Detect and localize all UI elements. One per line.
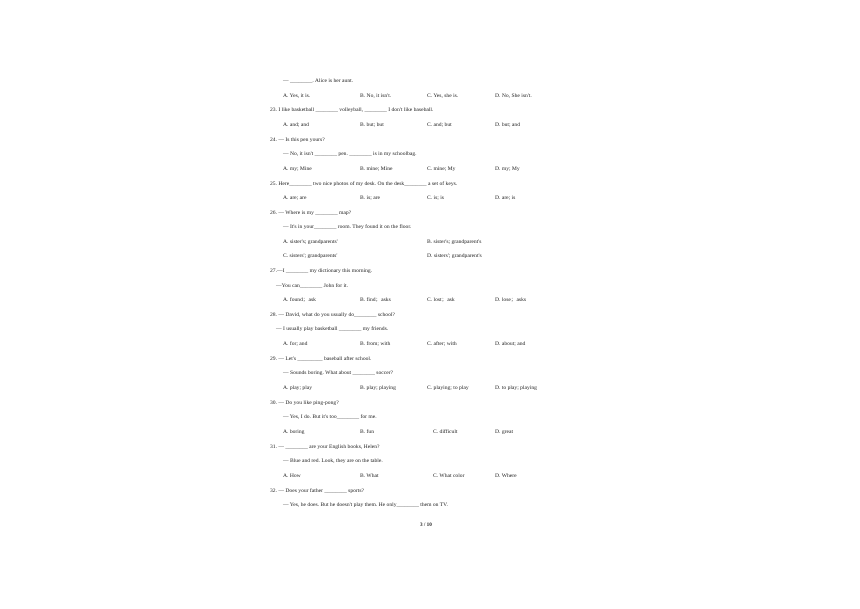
q24-option-a: A. my; Mine [283,166,312,172]
q31-option-c: C. What color [433,473,465,479]
q29-option-a: A. play; play [283,385,313,391]
question-32-stem: 32. — Does your father ________ sports? [270,488,364,494]
q25-option-a: A. are; are [283,195,307,201]
q30-option-c: C. difficult [433,429,458,435]
q25-option-b: B. is; are [360,195,381,201]
q25-option-c: C. is; is [427,195,444,201]
q31-option-d: D. Where [495,473,517,479]
q31-option-a: A. How [283,473,301,479]
q28-option-c: C. after; with [427,341,457,347]
q22-option-d: D. No, She isn't. [495,93,532,99]
q29-option-d: D. to play; playing [495,385,537,391]
q27-option-c: C. lost；ask [427,297,455,303]
q23-option-b: B. but; but [360,122,384,128]
q29-option-c: C. playing; to play [427,385,469,391]
question-31-reply: — Blue and red. Look, they are on the table. [283,458,383,464]
q25-option-d: D. are; is [495,195,516,201]
q23-option-d: D. but; and [495,122,521,128]
q30-option-d: D. great [495,429,514,435]
q26-option-a: A. sister's; grandparents' [283,239,338,245]
question-24-reply: — No, it isn't ________ pen. ________ is in my schoolbag. [283,151,417,157]
q22-option-b: B. No, it isn't. [360,93,392,99]
question-30-reply: — Yes, I do. But it's too________ for me. [283,414,377,420]
q30-option-b: B. fun [360,429,374,435]
question-27-stem: 27.—I ________ my dictionary this morning. [270,268,373,274]
q23-option-c: C. and; but [427,122,452,128]
page-number: 3 / 10 [420,522,432,528]
question-32-reply: — Yes, he does. But he doesn't play them. He only________ them on TV. [283,502,448,508]
q28-option-b: B. from; with [360,341,391,347]
q26-option-b: B. sister's; grandparent's [427,239,482,245]
q22-option-c: C. Yes, she is. [427,93,459,99]
question-26-reply: — It's in your________ room. They found it on the floor. [283,224,412,230]
q30-option-a: A. boring [283,429,305,435]
question-23-stem: 23. I like basketball ________ volleyball, ________ I don't like baseball. [270,107,434,113]
q23-option-a: A. and; and [283,122,309,128]
question-28-stem: 28. — David, what do you usually do________ school? [270,312,395,318]
question-28-reply: — I usually play basketball ________ my friends. [276,326,389,332]
q24-option-c: C. mine; My [427,166,456,172]
q28-option-a: A. for; and [283,341,308,347]
question-24-stem: 24. — Is this pen yours? [270,137,325,143]
q29-option-b: B. play; playing [360,385,396,391]
question-29-stem: 29. — Let's _________ baseball after school. [270,356,372,362]
q27-option-d: D. lose；asks [495,297,527,303]
q24-option-d: D. my; My [495,166,520,172]
q28-option-d: D. about; and [495,341,526,347]
q27-option-a: A. found；ask [283,297,316,303]
q26-option-d: D. sisters'; grandparent's [427,253,482,259]
question-25-stem: 25. Here________ two nice photos of my desk. On the desk________ a set of keys. [270,181,458,187]
question-26-stem: 26. — Where is my ________ map? [270,210,352,216]
question-29-reply: — Sounds boring. What about ________ soccer? [283,370,394,376]
question-31-stem: 31. — ________ are your English books, Helen? [270,444,380,450]
q26-option-c: C. sisters'; grandparents' [283,253,338,259]
q22-option-a: A. Yes, it is. [283,93,311,99]
q31-option-b: B. What [360,473,379,479]
q24-option-b: B. mine; Mine [360,166,393,172]
question-27-reply: —You can________ John for it. [276,283,348,289]
question-30-stem: 30. — Do you like ping-pong? [270,400,339,406]
q27-option-b: B. find；asks [360,297,391,303]
question-22-stem: — ________. Alice is her aunt. [283,78,354,84]
